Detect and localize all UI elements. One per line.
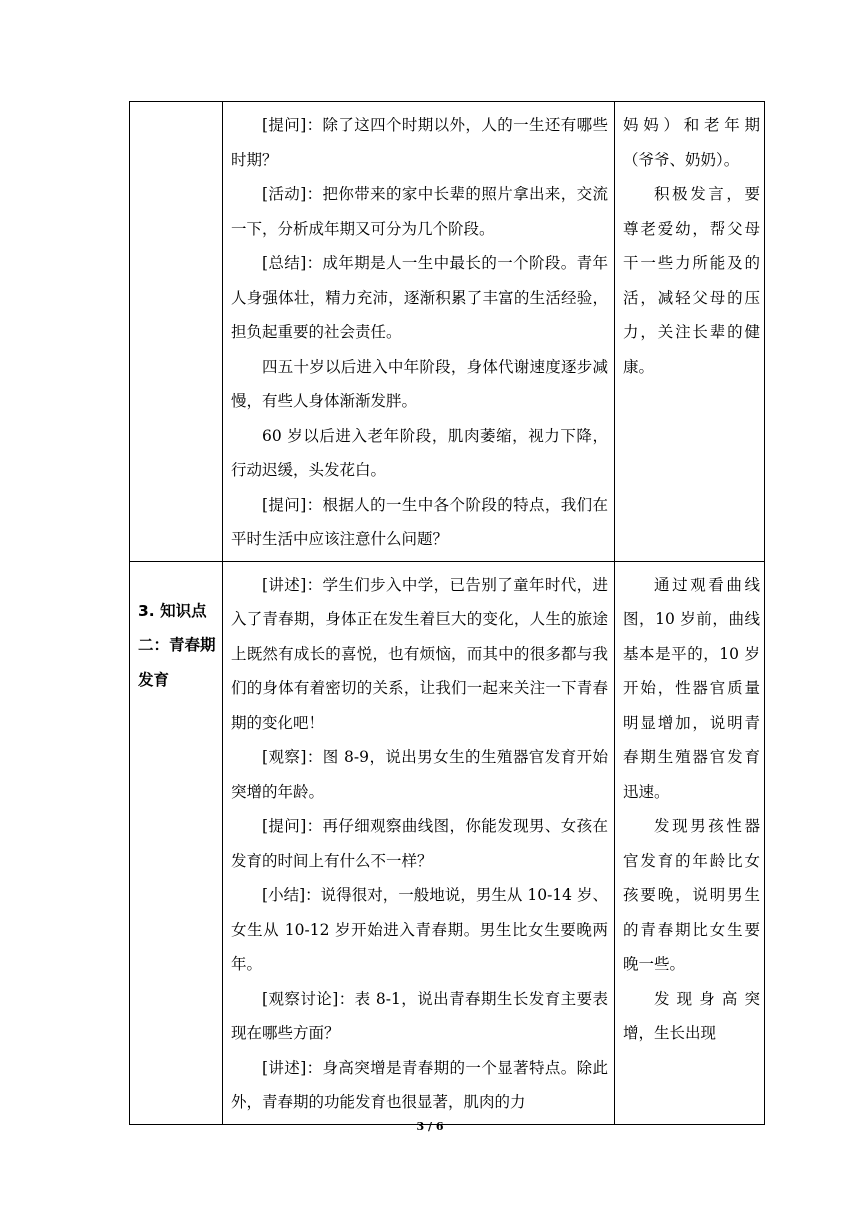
- paragraph: 发现男孩性器官发育的年龄比女孩要晚，说明男生的青春期比女生要晚一些。: [623, 817, 760, 973]
- paragraph: 发现身高突增，生长出现: [623, 989, 760, 1042]
- paragraph: 60 岁以后进入老年阶段，肌肉萎缩，视力下降，行动迟缓，头发花白。: [231, 426, 608, 479]
- paragraph: [观察]：图 8-9，说出男女生的生殖器官发育开始突增的年龄。: [231, 748, 608, 801]
- paragraph: [提问]：再仔细观察曲线图，你能发现男、女孩在发育的时间上有什么不一样？: [231, 817, 608, 870]
- lesson-table: [129, 101, 765, 1125]
- paragraph: 积极发言，要尊老爱幼，帮父母干一些力所能及的活，减轻父母的压力，关注长辈的健康。: [623, 185, 760, 376]
- paragraph: 通过观看曲线图，10 岁前，曲线基本是平的，10 岁开始，性器官质量明显增加，说明青春期生殖器官发育迅速。: [623, 575, 760, 801]
- section-label-cell: [130, 102, 223, 562]
- paragraph: 妈妈）和老年期（爷爷、奶奶）。: [623, 116, 760, 169]
- paragraph: [提问]：除了这四个时期以外，人的一生还有哪些时期？: [231, 116, 608, 169]
- student-activity-cell: [615, 561, 765, 1124]
- teacher-activity-cell: [223, 102, 615, 562]
- section-label: 3. 知识点二：青春期发育: [138, 601, 216, 689]
- paragraph: [总结]：成年期是人一生中最长的一个阶段。青年人身强体壮，精力充沛，逐渐积累了丰富的生活经验，担负起重要的社会责任。: [231, 254, 608, 341]
- paragraph: 四五十岁以后进入中年阶段，身体代谢速度逐步减慢，有些人身体渐渐发胖。: [231, 357, 608, 410]
- paragraph: [活动]：把你带来的家中长辈的照片拿出来，交流一下，分析成年期又可分为几个阶段。: [231, 185, 608, 238]
- table-row: [130, 561, 765, 1124]
- paragraph: [讲述]：身高突增是青春期的一个显著特点。除此外，青春期的功能发育也很显著，肌肉的力: [231, 1058, 608, 1111]
- page-number: 3 / 6: [416, 1120, 444, 1133]
- paragraph: [小结]：说得很对，一般地说，男生从 10-14 岁、女生从 10-12 岁开始进入青春期。男生比女生要晚两年。: [231, 886, 608, 973]
- table-row: [130, 102, 765, 562]
- student-activity-cell: [615, 102, 765, 562]
- paragraph: [观察讨论]：表 8-1，说出青春期生长发育主要表现在哪些方面？: [231, 989, 608, 1042]
- paragraph: [讲述]：学生们步入中学，已告别了童年时代，进入了青春期，身体正在发生着巨大的变化，人生的旅途上既然有成长的喜悦，也有烦恼，而其中的很多都与我们的身体有着密切的关系，让我们一起来关注一下青春期的变化吧！: [231, 575, 608, 732]
- paragraph: [提问]：根据人的一生中各个阶段的特点，我们在平时生活中应该注意什么问题？: [231, 495, 608, 548]
- teacher-activity-cell: [223, 561, 615, 1124]
- section-label-cell: [130, 561, 223, 1124]
